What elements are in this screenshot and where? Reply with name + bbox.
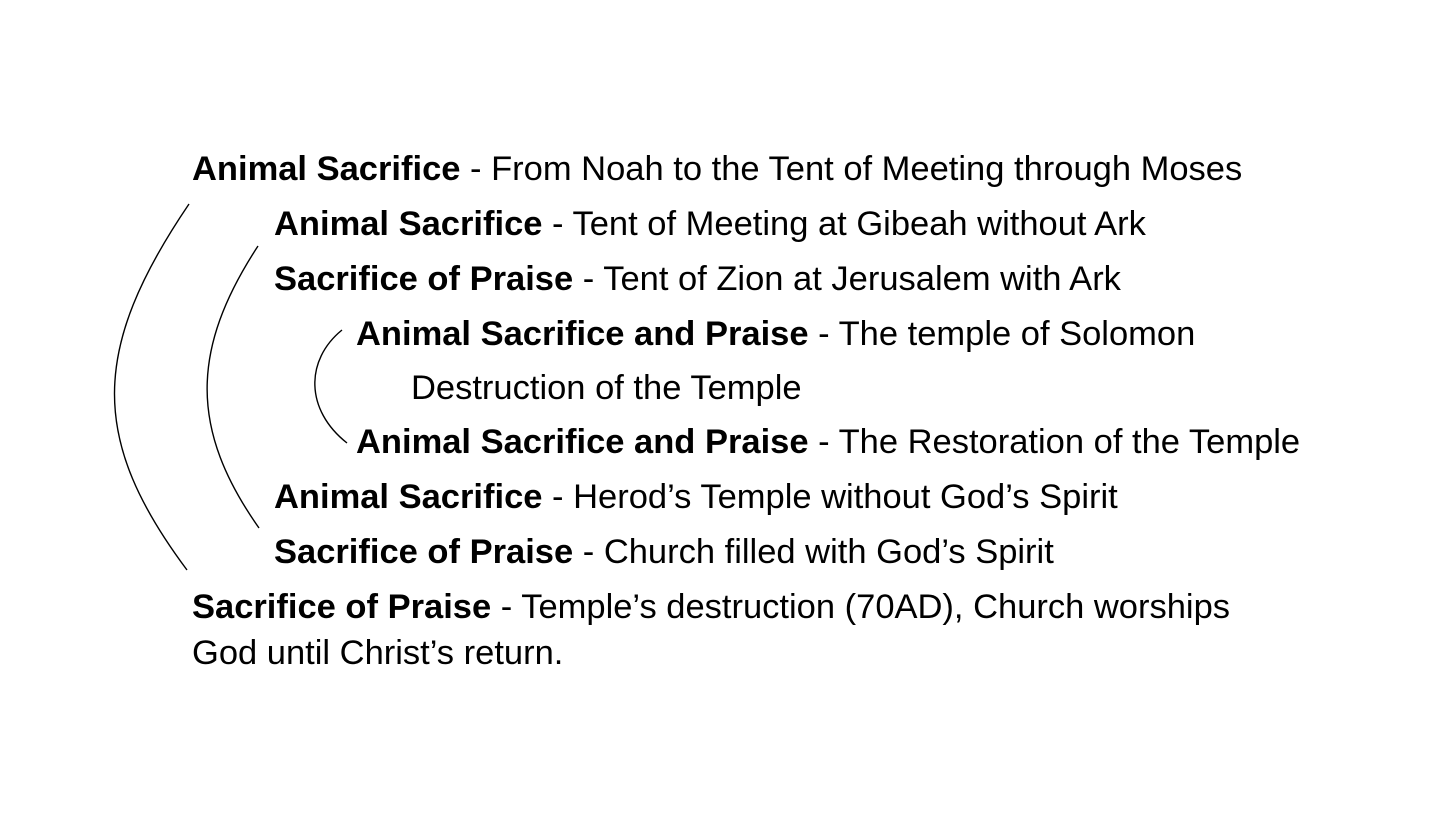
line-heading: Sacrifice of Praise bbox=[192, 588, 492, 626]
line-description: - The Restoration of the Temple bbox=[808, 423, 1301, 461]
line-description: Destruction of the Temple bbox=[411, 369, 802, 407]
line-description: - From Noah to the Tent of Meeting through Moses bbox=[460, 150, 1243, 188]
line-church-filled bbox=[274, 530, 1054, 575]
line-heading: Animal Sacrifice bbox=[274, 478, 543, 516]
line-animal-sacrifice-gibeah bbox=[274, 202, 1146, 247]
outer-arc bbox=[114, 204, 189, 570]
line-description: - The temple of Solomon bbox=[808, 315, 1196, 353]
middle-arc bbox=[207, 246, 259, 528]
line-heading: Animal Sacrifice bbox=[274, 205, 543, 243]
line-heading: Sacrifice of Praise bbox=[274, 533, 574, 571]
line-animal-sacrifice-noah bbox=[192, 147, 1242, 192]
line-description: - Church filled with God’s Spirit bbox=[573, 533, 1054, 571]
line-description: God until Christ’s return. bbox=[192, 634, 564, 672]
line-description: - Tent of Zion at Jerusalem with Ark bbox=[573, 260, 1121, 298]
inner-arc bbox=[315, 330, 347, 443]
line-heading: Sacrifice of Praise bbox=[274, 260, 574, 298]
line-temple-of-solomon bbox=[356, 312, 1195, 357]
line-sacrifice-of-praise-zion bbox=[274, 257, 1121, 302]
line-until-christs-return bbox=[192, 631, 563, 676]
line-heading: Animal Sacrifice and Praise bbox=[356, 315, 809, 353]
line-restoration-of-temple bbox=[356, 420, 1300, 465]
line-description: - Herod’s Temple without God’s Spirit bbox=[542, 478, 1118, 516]
line-heading: Animal Sacrifice and Praise bbox=[356, 423, 809, 461]
line-heading: Animal Sacrifice bbox=[192, 150, 461, 188]
line-description: - Temple’s destruction (70AD), Church worships bbox=[491, 588, 1231, 626]
line-herods-temple bbox=[274, 475, 1118, 520]
line-description: - Tent of Meeting at Gibeah without Ark bbox=[542, 205, 1146, 243]
line-temples-destruction-70ad bbox=[192, 585, 1230, 630]
line-destruction-of-temple bbox=[411, 366, 802, 411]
